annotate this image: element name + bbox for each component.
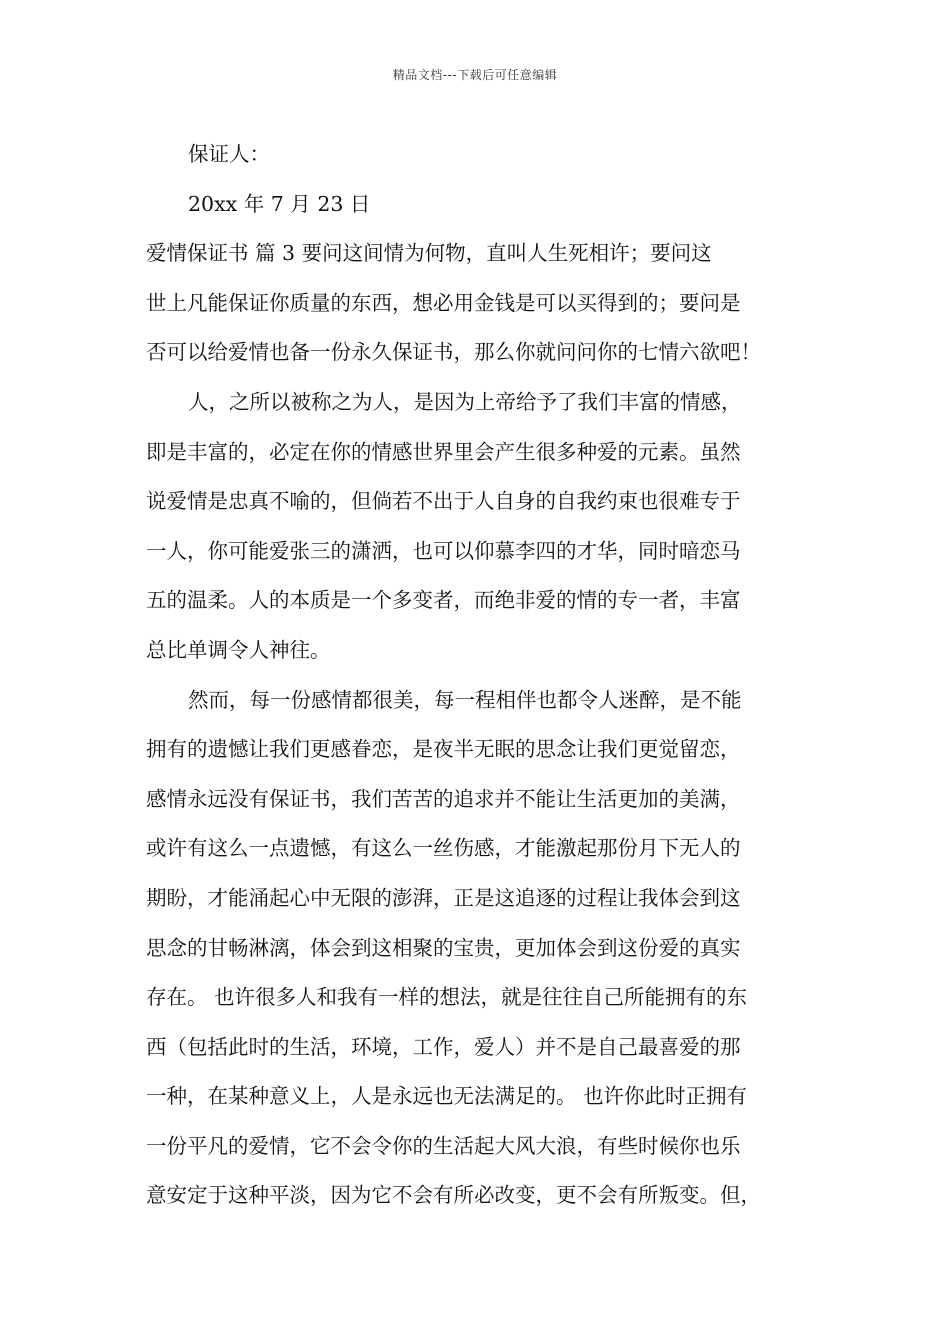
text-line: 说爱情是忠真不喻的，但倘若不出于人自身的自我约束也很难专于: [146, 489, 741, 514]
text-line: 存在。 也许很多人和我有一样的想法，就是往往自己所能拥有的东: [146, 985, 748, 1010]
text-line: 思念的甘畅淋漓，体会到这相聚的宝贵，更加体会到这份爱的真实: [146, 935, 741, 960]
section-title-line: 爱情保证书 篇 3 要问这间情为何物，直叫人生死相许；要问这: [146, 241, 712, 266]
text-line: 一种，在某种意义上，人是永远也无法满足的。 也许你此时正拥有: [146, 1084, 748, 1109]
text-line: 或许有这么一点遗憾，有这么一丝伤感，才能激起那份月下无人的: [146, 836, 741, 861]
text-line: 一人，你可能爱张三的潇洒，也可以仰慕李四的才华，同时暗恋马: [146, 538, 741, 563]
date-line: 20xx 年 7 月 23 日: [188, 191, 371, 216]
text-line: 意安定于这种平淡，因为它不会有所必改变，更不会有所叛变。但，: [146, 1183, 761, 1208]
paragraph-start-line: 然而，每一份感情都很美，每一程相伴也都令人迷醉，是不能: [188, 687, 742, 712]
document-body: [146, 130, 806, 1221]
text-line: 西（包括此时的生活，环境，工作，爱人）并不是自己最喜爱的那: [146, 1034, 741, 1059]
text-line: 世上凡能保证你质量的东西，想必用金钱是可以买得到的；要问是: [146, 290, 741, 315]
guarantor-line: 保证人：: [188, 142, 270, 166]
text-line: 总比单调令人神往。: [146, 637, 331, 662]
text-line: 感情永远没有保证书，我们苦苦的追求并不能让生活更加的美满，: [146, 786, 741, 811]
text-line: 一份平凡的爱情，它不会令你的生活起大风大浪，有些时候你也乐: [146, 1133, 741, 1158]
text-line: 期盼，才能涌起心中无限的澎湃，正是这追逐的过程让我体会到这: [146, 885, 741, 910]
page-header: 精品文档---下载后可任意编辑: [392, 68, 558, 82]
paragraph-start-line: 人，之所以被称之为人，是因为上帝给予了我们丰富的情感，: [188, 389, 742, 414]
text-line: 即是丰富的，必定在你的情感世界里会产生很多种爱的元素。虽然: [146, 439, 741, 464]
text-line: 否可以给爱情也备一份永久保证书，那么你就问问你的七情六欲吧！: [146, 340, 761, 365]
text-line: 五的温柔。人的本质是一个多变者，而绝非爱的情的专一者，丰富: [146, 588, 741, 613]
text-line: 拥有的遗憾让我们更感眷恋，是夜半无眠的思念让我们更觉留恋，: [146, 737, 741, 762]
